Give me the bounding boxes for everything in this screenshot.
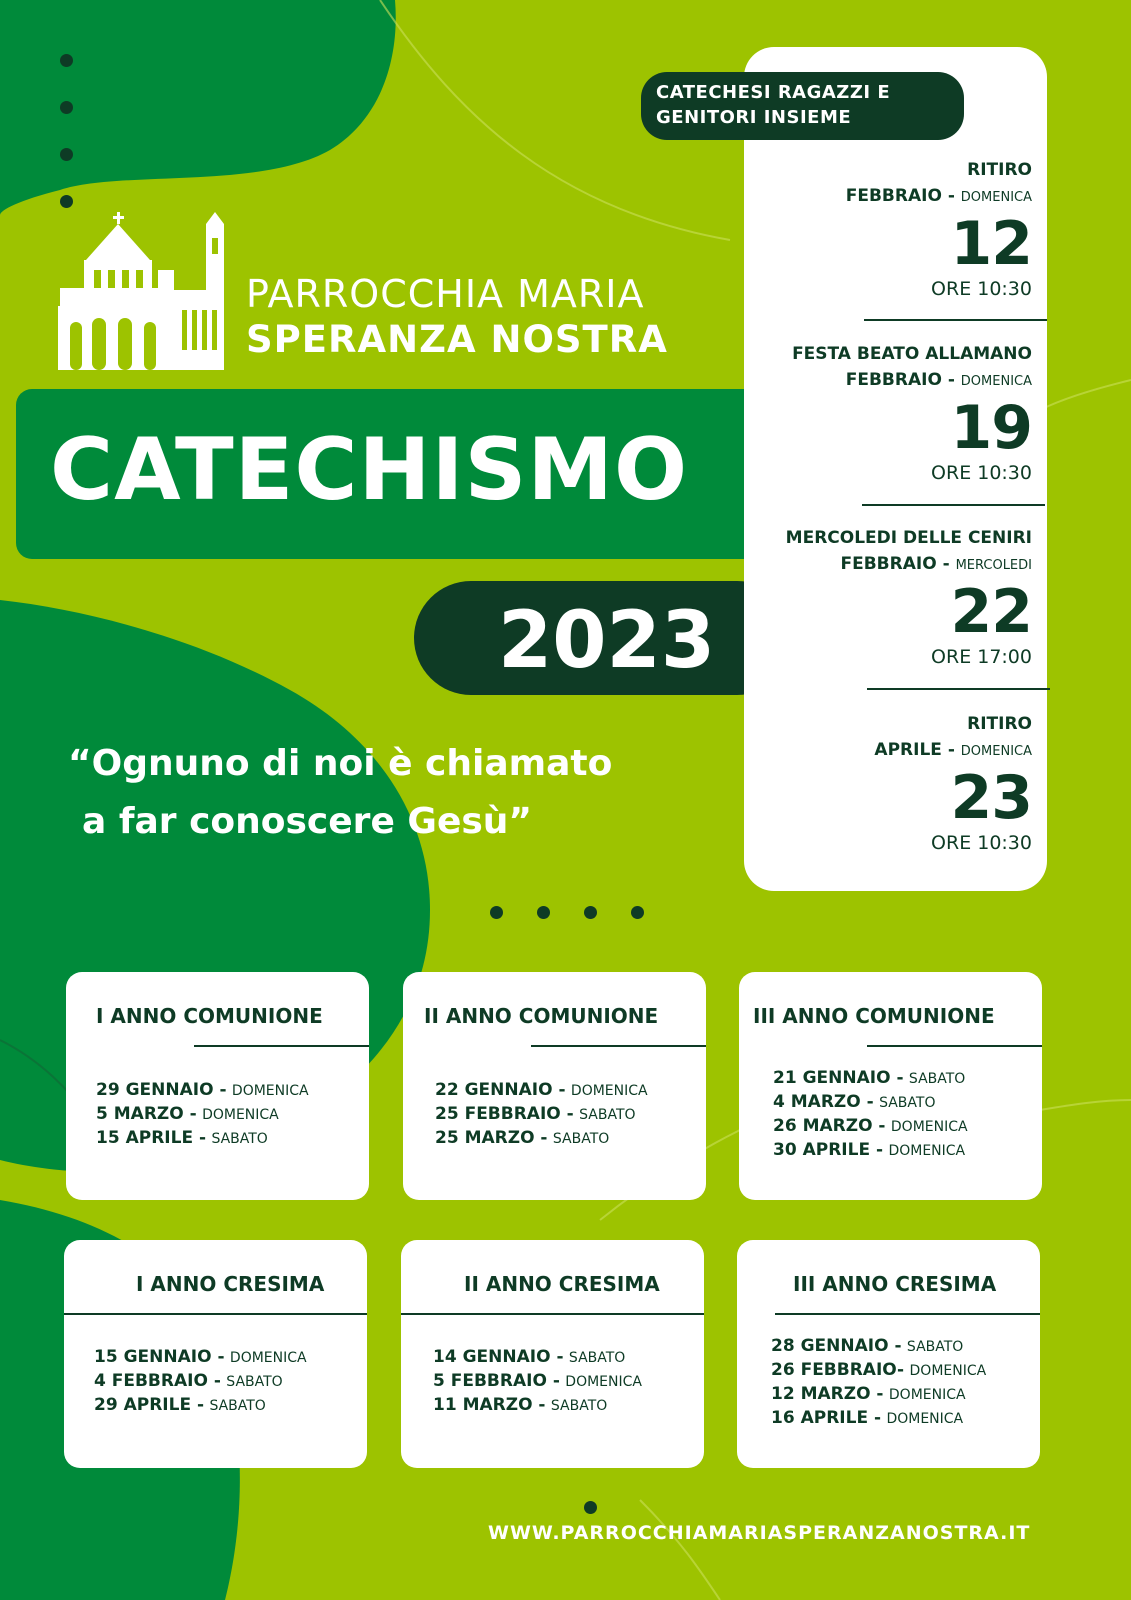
event-date-line bbox=[732, 737, 1032, 765]
weekday-label: DOMENICA bbox=[909, 1363, 987, 1379]
card-dates bbox=[773, 1067, 968, 1163]
date-label: 26 MARZO - bbox=[773, 1116, 886, 1136]
event-day-number: 19 bbox=[950, 393, 1032, 463]
card-divider bbox=[194, 1045, 369, 1047]
decorative-dot bbox=[584, 906, 597, 919]
parish-name-line2: SPERANZA NOSTRA bbox=[246, 318, 668, 361]
weekday-label: SABATO bbox=[226, 1374, 283, 1390]
year-label: 2023 bbox=[498, 596, 716, 686]
date-label: 29 APRILE - bbox=[94, 1395, 205, 1415]
event-name: MERCOLEDI DELLE CENIRI bbox=[785, 528, 1032, 548]
date-label: 15 GENNAIO - bbox=[94, 1347, 225, 1367]
card-dates bbox=[771, 1335, 986, 1431]
date-row bbox=[94, 1394, 307, 1418]
event-separator bbox=[864, 319, 1047, 321]
weekday-label: SABATO bbox=[209, 1398, 266, 1414]
event-date-line bbox=[732, 551, 1032, 579]
date-label: 15 APRILE - bbox=[96, 1128, 207, 1148]
card-dates bbox=[96, 1079, 309, 1151]
schedule-card-comunione-1 bbox=[66, 972, 369, 1200]
date-label: 4 FEBBRAIO - bbox=[94, 1371, 221, 1391]
date-row bbox=[435, 1079, 648, 1103]
weekday-label: DOMENICA bbox=[565, 1374, 642, 1390]
weekday-label: DOMENICA bbox=[888, 1387, 966, 1403]
website-link[interactable]: WWW.PARROCCHIAMARIASPERANZANOSTRA.IT bbox=[488, 1522, 1031, 1544]
quote-line1: “Ognuno di noi è chiamato bbox=[68, 743, 613, 784]
date-label: 29 GENNAIO - bbox=[96, 1080, 227, 1100]
weekday-label: SABATO bbox=[906, 1339, 964, 1355]
card-divider bbox=[64, 1313, 367, 1315]
event-weekday: DOMENICA bbox=[960, 190, 1032, 205]
date-row bbox=[433, 1370, 642, 1394]
schedule-card-cresima-1 bbox=[64, 1240, 367, 1468]
events-panel-heading bbox=[641, 72, 964, 140]
card-title: I ANNO CRESIMA bbox=[136, 1272, 325, 1296]
weekday-label: SABATO bbox=[579, 1107, 636, 1123]
weekday-label: DOMENICA bbox=[202, 1107, 279, 1123]
date-label: 4 MARZO - bbox=[773, 1092, 874, 1112]
event-month: FEBBRAIO - bbox=[845, 186, 955, 206]
date-label: 28 GENNAIO - bbox=[771, 1336, 902, 1356]
date-row bbox=[771, 1335, 986, 1359]
date-row bbox=[773, 1067, 968, 1091]
date-row bbox=[771, 1359, 986, 1383]
schedule-card-cresima-2 bbox=[401, 1240, 704, 1468]
date-row bbox=[433, 1346, 642, 1370]
page-title: CATECHISMO bbox=[50, 420, 689, 520]
event-day-number: 22 bbox=[950, 577, 1032, 647]
event-separator bbox=[867, 688, 1050, 690]
weekday-label: SABATO bbox=[879, 1095, 936, 1111]
card-title: III ANNO CRESIMA bbox=[793, 1272, 997, 1296]
event-month: FEBBRAIO - bbox=[845, 370, 955, 390]
card-title: II ANNO CRESIMA bbox=[464, 1272, 660, 1296]
weekday-label: DOMENICA bbox=[231, 1083, 309, 1099]
parish-name-line1: PARROCCHIA MARIA bbox=[246, 272, 645, 316]
event-name: FESTA BEATO ALLAMANO bbox=[792, 344, 1032, 364]
event-weekday: DOMENICA bbox=[960, 744, 1032, 759]
event-weekday: DOMENICA bbox=[960, 374, 1032, 389]
event-item bbox=[732, 525, 1032, 669]
date-label: 5 FEBBRAIO - bbox=[433, 1371, 560, 1391]
date-row bbox=[773, 1139, 968, 1163]
date-row bbox=[773, 1091, 968, 1115]
date-label: 26 FEBBRAIO- bbox=[771, 1360, 905, 1380]
date-label: 11 MARZO - bbox=[433, 1395, 546, 1415]
card-divider bbox=[867, 1045, 1042, 1047]
card-divider bbox=[775, 1313, 1040, 1315]
event-date-line bbox=[732, 183, 1032, 211]
decorative-dot bbox=[537, 906, 550, 919]
date-row bbox=[96, 1127, 309, 1151]
event-separator bbox=[862, 504, 1045, 506]
date-label: 14 GENNAIO - bbox=[433, 1347, 564, 1367]
event-item bbox=[732, 711, 1032, 855]
event-name: RITIRO bbox=[967, 160, 1032, 180]
quote-line2: a far conoscere Gesù” bbox=[82, 801, 533, 842]
date-label: 12 MARZO - bbox=[771, 1384, 884, 1404]
church-icon bbox=[58, 210, 233, 370]
date-row bbox=[773, 1115, 968, 1139]
event-date-line bbox=[732, 367, 1032, 395]
quote bbox=[68, 735, 612, 851]
weekday-label: SABATO bbox=[550, 1398, 608, 1414]
event-item bbox=[732, 157, 1032, 301]
weekday-label: DOMENICA bbox=[886, 1411, 964, 1427]
decorative-dot bbox=[60, 148, 73, 161]
decorative-dot bbox=[584, 1501, 597, 1514]
decorative-dot bbox=[60, 54, 73, 67]
event-time: ORE 17:00 bbox=[931, 646, 1032, 668]
event-month: APRILE - bbox=[874, 740, 955, 760]
date-label: 25 MARZO - bbox=[435, 1128, 548, 1148]
date-label: 25 FEBBRAIO - bbox=[435, 1104, 574, 1124]
date-row bbox=[96, 1079, 309, 1103]
date-label: 22 GENNAIO - bbox=[435, 1080, 566, 1100]
date-label: 30 APRILE - bbox=[773, 1140, 884, 1160]
schedule-card-comunione-2 bbox=[403, 972, 706, 1200]
weekday-label: DOMENICA bbox=[229, 1350, 307, 1366]
weekday-label: SABATO bbox=[552, 1131, 610, 1147]
date-row bbox=[94, 1346, 307, 1370]
date-row bbox=[771, 1407, 986, 1431]
schedule-card-cresima-3 bbox=[737, 1240, 1040, 1468]
schedule-card-comunione-3 bbox=[739, 972, 1042, 1200]
event-time: ORE 10:30 bbox=[931, 832, 1032, 854]
weekday-label: DOMENICA bbox=[890, 1119, 968, 1135]
weekday-label: SABATO bbox=[568, 1350, 626, 1366]
decorative-dot bbox=[60, 195, 73, 208]
date-row bbox=[96, 1103, 309, 1127]
card-dates bbox=[433, 1346, 642, 1418]
card-dates bbox=[94, 1346, 307, 1418]
event-time: ORE 10:30 bbox=[931, 462, 1032, 484]
event-weekday: MERCOLEDI bbox=[955, 558, 1032, 573]
date-row bbox=[94, 1370, 307, 1394]
event-day-number: 23 bbox=[950, 763, 1032, 833]
event-month: FEBBRAIO - bbox=[840, 554, 950, 574]
event-time: ORE 10:30 bbox=[931, 278, 1032, 300]
events-heading-line1: CATECHESI RAGAZZI E bbox=[656, 82, 891, 103]
card-divider bbox=[531, 1045, 706, 1047]
event-name: RITIRO bbox=[967, 714, 1032, 734]
decorative-dot bbox=[631, 906, 644, 919]
decorative-dot bbox=[490, 906, 503, 919]
date-row bbox=[771, 1383, 986, 1407]
card-title: II ANNO COMUNIONE bbox=[424, 1004, 659, 1028]
card-divider bbox=[401, 1313, 704, 1315]
date-row bbox=[433, 1394, 642, 1418]
date-label: 16 APRILE - bbox=[771, 1408, 882, 1428]
card-dates bbox=[435, 1079, 648, 1151]
weekday-label: DOMENICA bbox=[570, 1083, 648, 1099]
card-title: III ANNO COMUNIONE bbox=[753, 1004, 995, 1028]
date-row bbox=[435, 1127, 648, 1151]
date-label: 5 MARZO - bbox=[96, 1104, 197, 1124]
event-day-number: 12 bbox=[950, 209, 1032, 279]
weekday-label: SABATO bbox=[908, 1071, 966, 1087]
events-heading-line2: GENITORI INSIEME bbox=[656, 107, 852, 128]
date-label: 21 GENNAIO - bbox=[773, 1068, 904, 1088]
event-item bbox=[732, 341, 1032, 485]
date-row bbox=[435, 1103, 648, 1127]
weekday-label: DOMENICA bbox=[888, 1143, 966, 1159]
decorative-dot bbox=[60, 101, 73, 114]
card-title: I ANNO COMUNIONE bbox=[96, 1004, 323, 1028]
weekday-label: SABATO bbox=[211, 1131, 268, 1147]
